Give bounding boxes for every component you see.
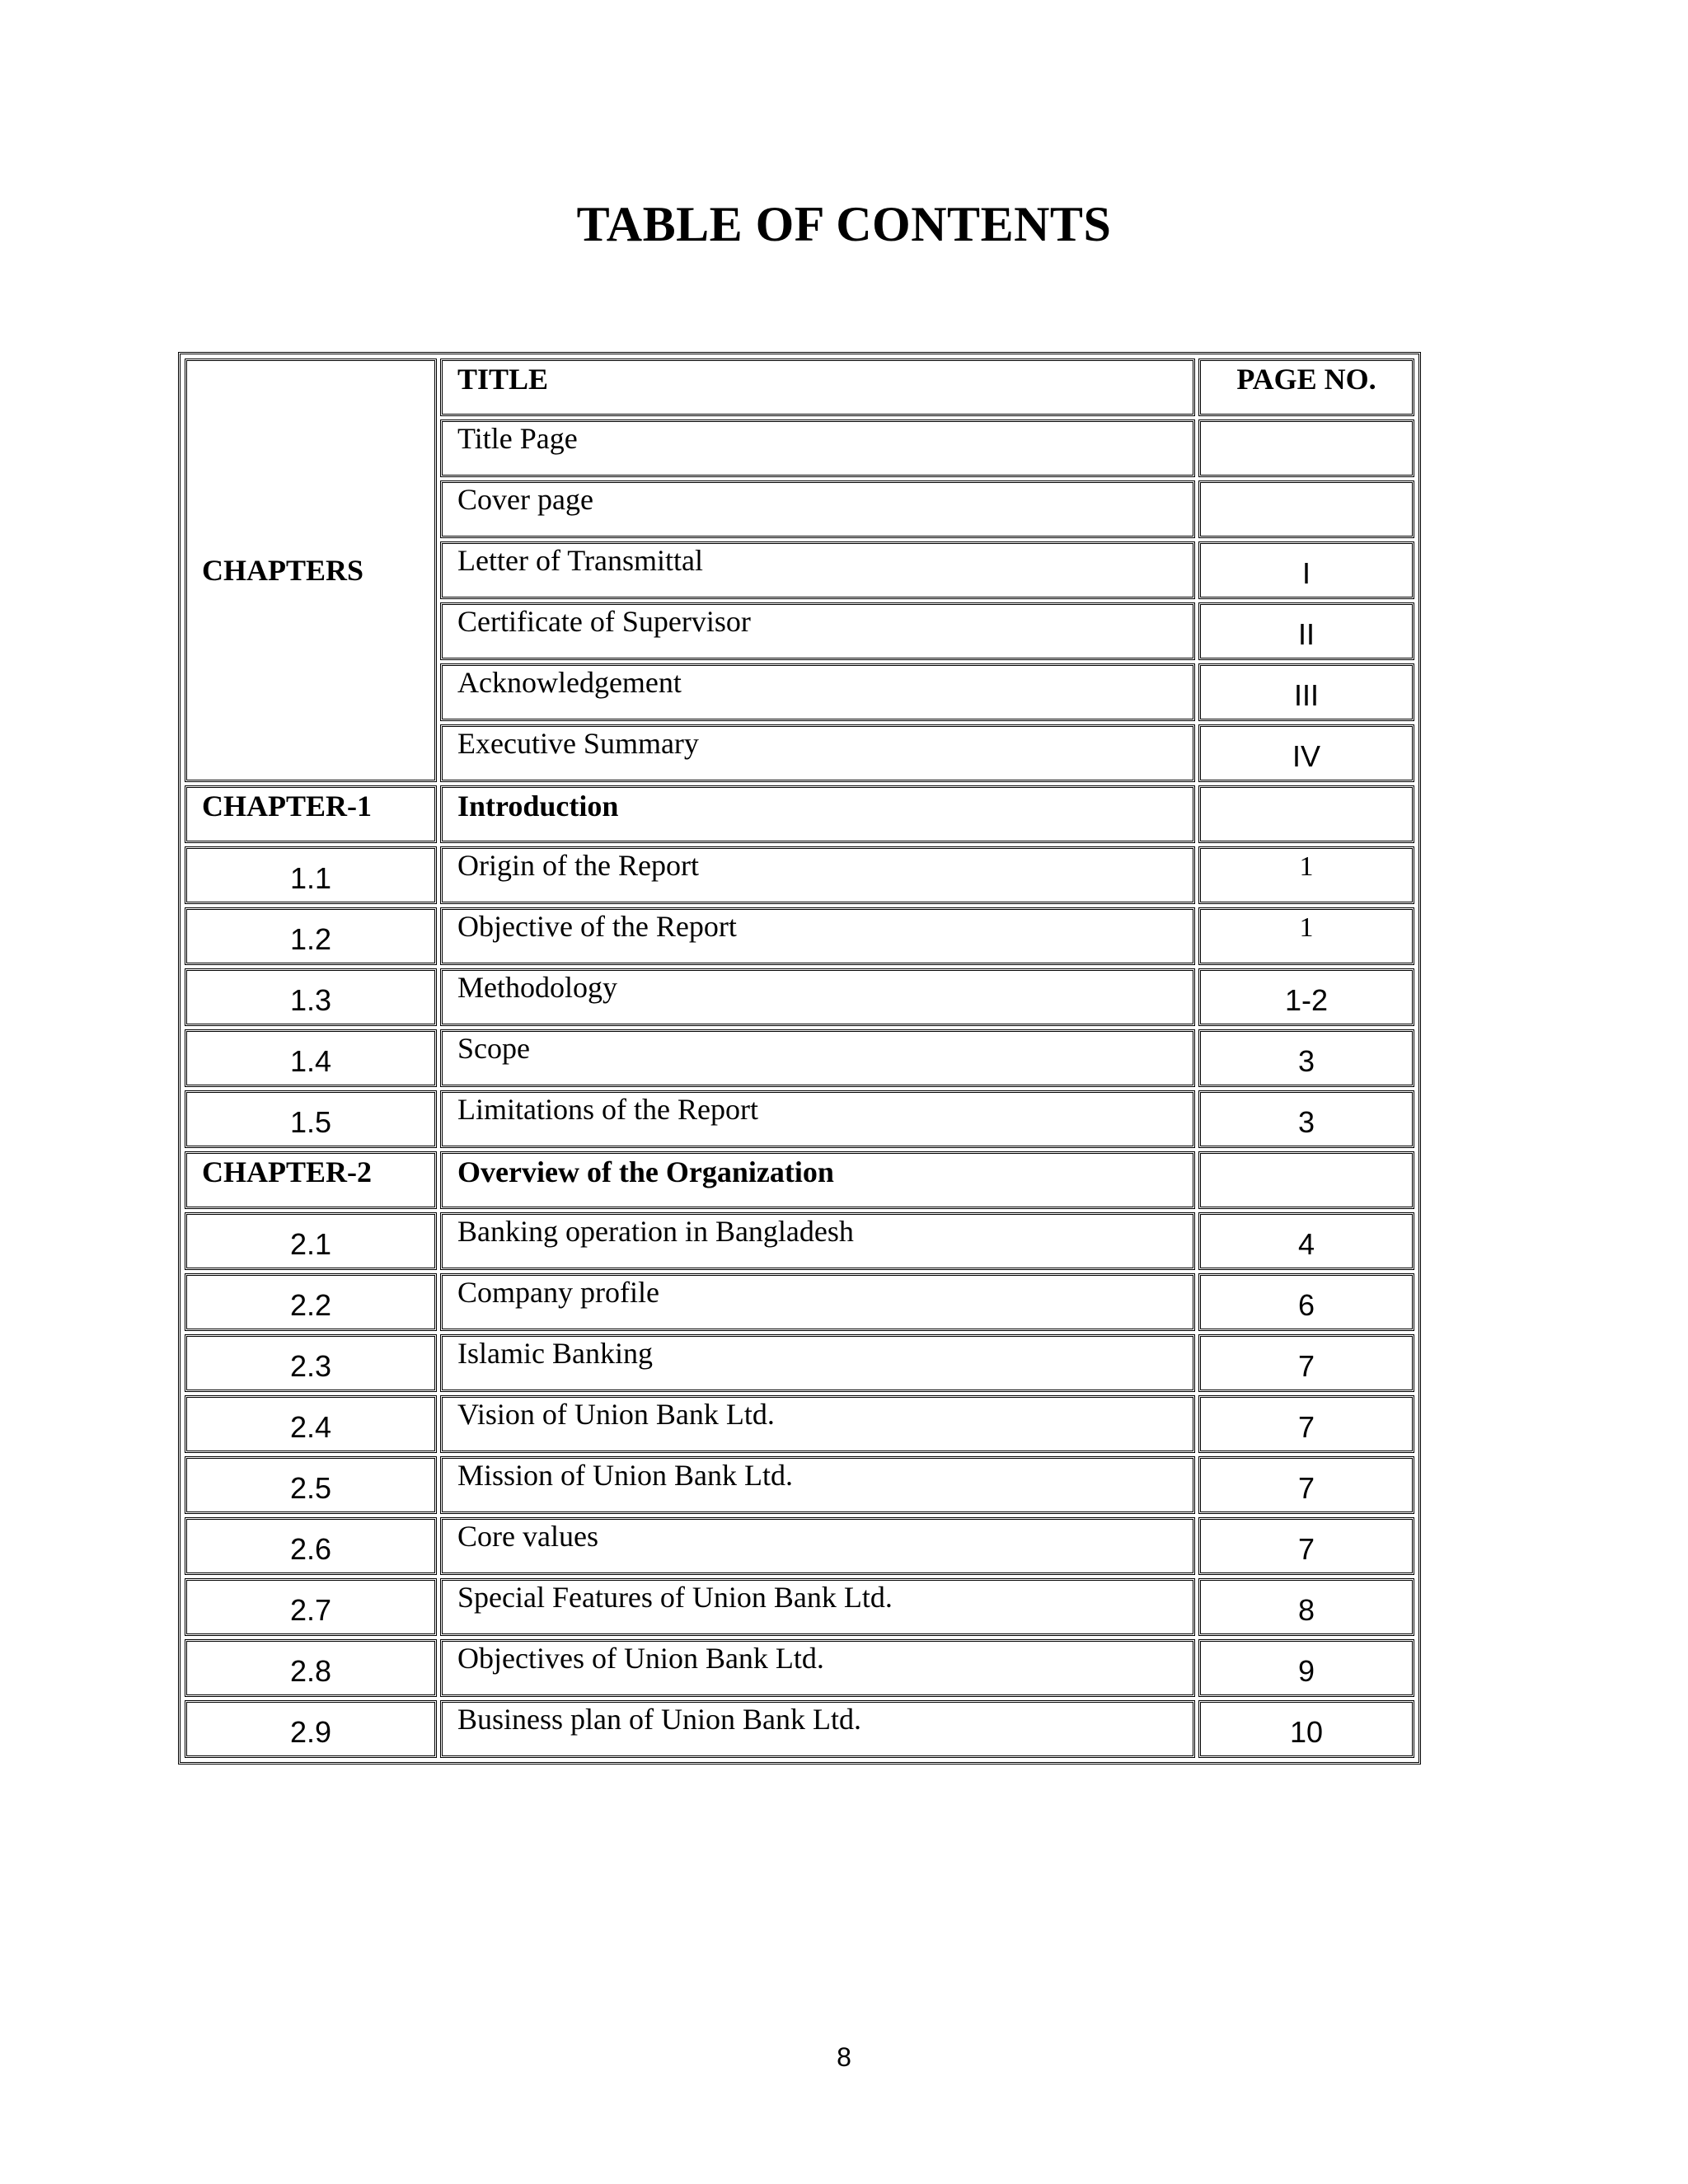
chapter-label: CHAPTER-1 xyxy=(185,785,437,843)
toc-entry-title: Vision of Union Bank Ltd. xyxy=(440,1395,1195,1453)
toc-entry-page xyxy=(1198,419,1414,477)
toc-entry-title: Objectives of Union Bank Ltd. xyxy=(440,1639,1195,1697)
section-number: 2.5 xyxy=(185,1456,437,1514)
toc-entry-title: Title Page xyxy=(440,419,1195,477)
chapter-heading-row xyxy=(185,785,1414,843)
toc-row xyxy=(185,1212,1414,1270)
toc-entry-title: Limitations of the Report xyxy=(440,1090,1195,1148)
title-column-header: TITLE xyxy=(440,359,1195,416)
toc-entry-page: 7 xyxy=(1198,1395,1414,1453)
section-number: 2.2 xyxy=(185,1273,437,1331)
chapter-page xyxy=(1198,1151,1414,1209)
toc-entry-page: III xyxy=(1198,663,1414,721)
toc-entry-page: 1 xyxy=(1198,907,1414,965)
toc-entry-title: Certificate of Supervisor xyxy=(440,602,1195,660)
section-number: 2.4 xyxy=(185,1395,437,1453)
toc-table-frame xyxy=(178,352,1421,1765)
toc-row xyxy=(185,907,1414,965)
toc-entry-title: Islamic Banking xyxy=(440,1334,1195,1392)
section-number: 1.3 xyxy=(185,968,437,1026)
toc-entry-page: 7 xyxy=(1198,1456,1414,1514)
toc-row xyxy=(185,1029,1414,1087)
toc-entry-title: Letter of Transmittal xyxy=(440,541,1195,599)
toc-entry-title: Business plan of Union Bank Ltd. xyxy=(440,1700,1195,1758)
toc-entry-page: IV xyxy=(1198,724,1414,782)
toc-entry-title: Acknowledgement xyxy=(440,663,1195,721)
toc-row xyxy=(185,1456,1414,1514)
toc-entry-title: Core values xyxy=(440,1517,1195,1575)
toc-table xyxy=(181,355,1418,1761)
toc-entry-page xyxy=(1198,480,1414,538)
section-number: 1.2 xyxy=(185,907,437,965)
toc-row xyxy=(185,1334,1414,1392)
toc-entry-page: 3 xyxy=(1198,1090,1414,1148)
toc-entry-page: I xyxy=(1198,541,1414,599)
toc-row xyxy=(185,1395,1414,1453)
toc-row xyxy=(185,1090,1414,1148)
toc-entry-page: 9 xyxy=(1198,1639,1414,1697)
toc-entry-title: Special Features of Union Bank Ltd. xyxy=(440,1578,1195,1636)
section-number: 2.8 xyxy=(185,1639,437,1697)
toc-entry-title: Methodology xyxy=(440,968,1195,1026)
toc-entry-page: 7 xyxy=(1198,1334,1414,1392)
toc-row xyxy=(185,1578,1414,1636)
toc-entry-page: 1-2 xyxy=(1198,968,1414,1026)
page-column-header: PAGE NO. xyxy=(1198,359,1414,416)
chapter-page xyxy=(1198,785,1414,843)
toc-entry-page: 4 xyxy=(1198,1212,1414,1270)
toc-entry-title: Company profile xyxy=(440,1273,1195,1331)
toc-entry-title: Origin of the Report xyxy=(440,846,1195,904)
toc-row xyxy=(185,846,1414,904)
section-number: 1.1 xyxy=(185,846,437,904)
chapters-column-header: CHAPTERS xyxy=(185,359,437,782)
toc-header-row xyxy=(185,359,1414,416)
toc-entry-title: Objective of the Report xyxy=(440,907,1195,965)
section-number: 2.6 xyxy=(185,1517,437,1575)
toc-entry-title: Scope xyxy=(440,1029,1195,1087)
toc-entry-page: 7 xyxy=(1198,1517,1414,1575)
footer-page-number: 8 xyxy=(837,2042,851,2072)
toc-entry-title: Banking operation in Bangladesh xyxy=(440,1212,1195,1270)
toc-row xyxy=(185,968,1414,1026)
toc-entry-title: Mission of Union Bank Ltd. xyxy=(440,1456,1195,1514)
toc-entry-title: Cover page xyxy=(440,480,1195,538)
section-number: 2.3 xyxy=(185,1334,437,1392)
toc-row xyxy=(185,1273,1414,1331)
chapter-title: Overview of the Organization xyxy=(440,1151,1195,1209)
toc-entry-page: 8 xyxy=(1198,1578,1414,1636)
section-number: 2.1 xyxy=(185,1212,437,1270)
section-number: 1.5 xyxy=(185,1090,437,1148)
section-number: 2.7 xyxy=(185,1578,437,1636)
chapter-title: Introduction xyxy=(440,785,1195,843)
toc-row xyxy=(185,1517,1414,1575)
chapter-heading-row xyxy=(185,1151,1414,1209)
toc-entry-page: 1 xyxy=(1198,846,1414,904)
toc-entry-page: 3 xyxy=(1198,1029,1414,1087)
page-title: TABLE OF CONTENTS xyxy=(576,197,1112,251)
chapter-label: CHAPTER-2 xyxy=(185,1151,437,1209)
toc-entry-page: 10 xyxy=(1198,1700,1414,1758)
toc-entry-page: 6 xyxy=(1198,1273,1414,1331)
section-number: 1.4 xyxy=(185,1029,437,1087)
toc-row xyxy=(185,1700,1414,1758)
toc-entry-page: II xyxy=(1198,602,1414,660)
section-number: 2.9 xyxy=(185,1700,437,1758)
toc-row xyxy=(185,1639,1414,1697)
toc-entry-title: Executive Summary xyxy=(440,724,1195,782)
